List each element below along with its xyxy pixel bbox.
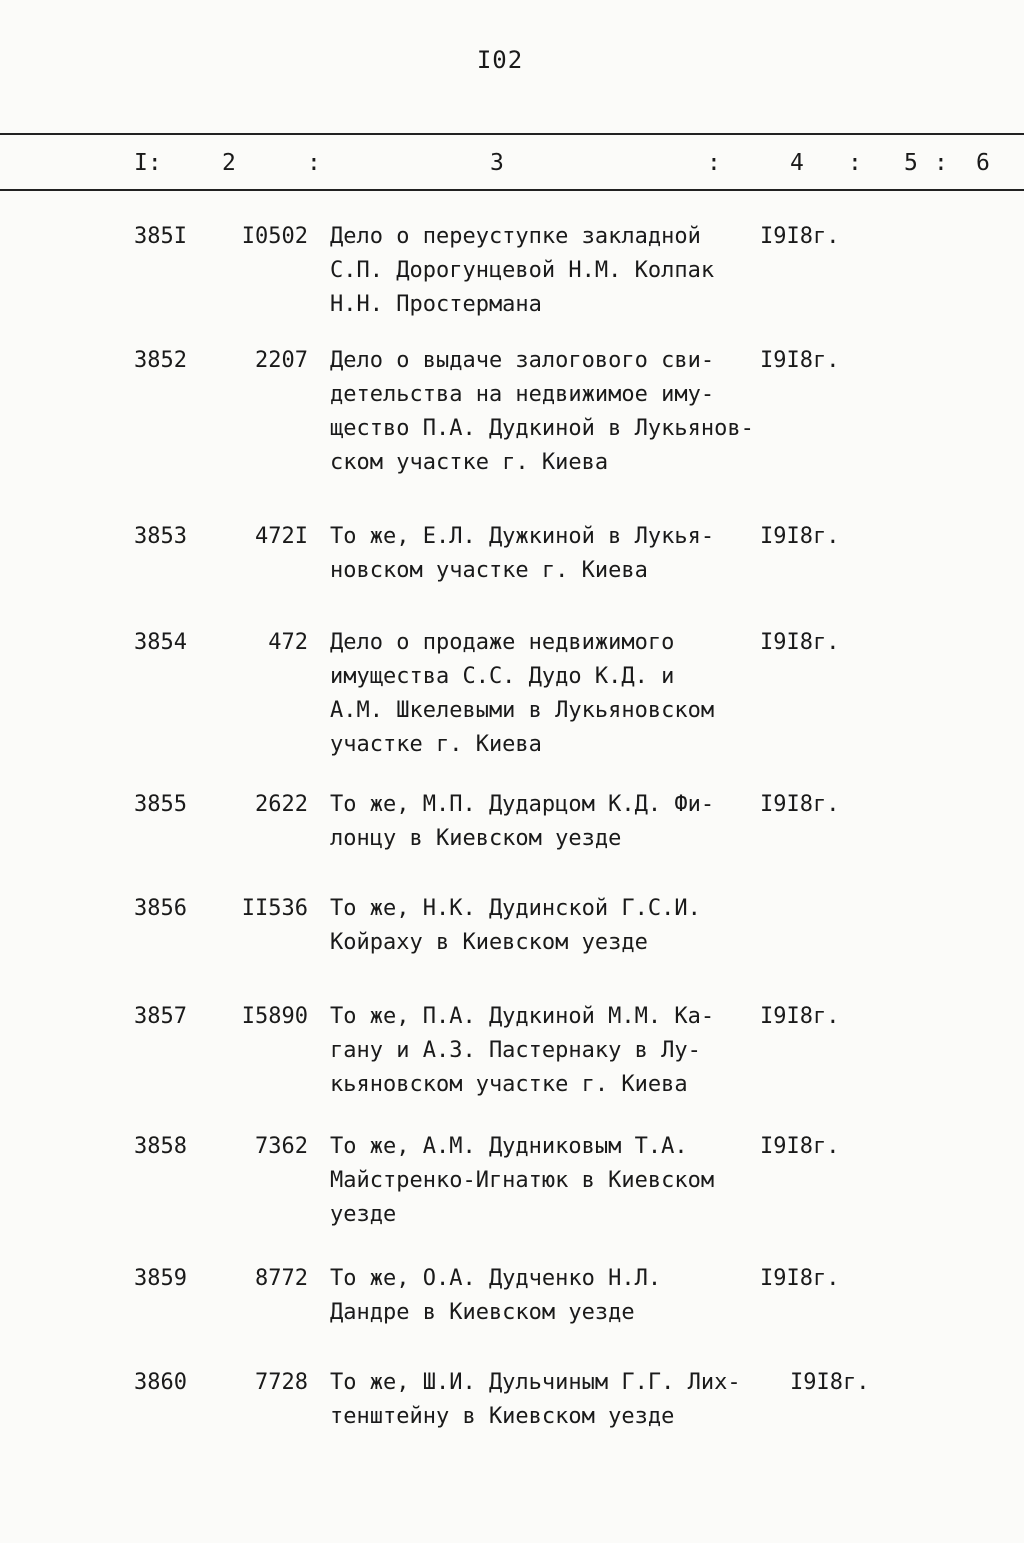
header-col-6: 6 <box>976 150 990 176</box>
page-number: I02 <box>476 46 524 74</box>
file-number: I5890 <box>241 1004 308 1029</box>
entry-year: I9I8г. <box>760 348 840 373</box>
file-number: 2207 <box>255 348 308 373</box>
entry-title: Дело о переуступке закладной С.П. Дорогунцевой Н.М. Колпак Н.Н. Простермана <box>330 224 715 317</box>
file-number: 472I <box>255 524 308 549</box>
entry-title: Дело о продаже недвижимого имущества С.С. Дудо К.Д. и А.М. Шкелевыми в Лукьяновском участке г. Киева <box>330 630 715 757</box>
entry-title: То же, А.М. Дудниковым Т.А. Майстренко-Игнатюк в Киевском уезде <box>330 1134 715 1227</box>
header-col-2: 2 <box>222 150 236 176</box>
entry-year: I9I8г. <box>790 1370 870 1395</box>
entry-year: I9I8г. <box>760 224 840 249</box>
header-col-5: 5 <box>904 150 918 176</box>
entry-year: I9I8г. <box>760 524 840 549</box>
header-sep-2: : <box>707 150 721 176</box>
header-sep-1: : <box>307 150 321 176</box>
file-number: II536 <box>241 896 308 921</box>
entry-title: То же, Е.Л. Дужкиной в Лукья- новском участке г. Киева <box>330 524 715 583</box>
entry-number: 3857 <box>134 1004 187 1029</box>
entry-title: То же, Н.К. Дудинской Г.С.И. Койраху в Киевском уезде <box>330 896 701 955</box>
entry-number: 3854 <box>134 630 187 655</box>
file-number: 472 <box>268 630 308 655</box>
file-number: 2622 <box>255 792 308 817</box>
header-col-3: 3 <box>490 150 504 176</box>
inventory-entry <box>0 788 1024 856</box>
entry-year: I9I8г. <box>760 1004 840 1029</box>
inventory-entry <box>0 892 1024 960</box>
entry-number: 3856 <box>134 896 187 921</box>
inventory-entry <box>0 1000 1024 1102</box>
header-sep-3: : <box>848 150 862 176</box>
header-col-1: I: <box>134 150 162 176</box>
entry-title: То же, О.А. Дудченко Н.Л. Дандре в Киевском уезде <box>330 1266 662 1325</box>
entry-year: I9I8г. <box>760 1134 840 1159</box>
entry-title: То же, М.П. Дударцом К.Д. Фи- лонцу в Киевском уезде <box>330 792 715 851</box>
inventory-entry <box>0 1130 1024 1232</box>
entry-number: 3860 <box>134 1370 187 1395</box>
entry-year: I9I8г. <box>760 792 840 817</box>
entry-year: I9I8г. <box>760 1266 840 1291</box>
file-number: 7362 <box>255 1134 308 1159</box>
entry-number: 3859 <box>134 1266 187 1291</box>
inventory-entry <box>0 1262 1024 1330</box>
header-bottom-rule <box>0 189 1024 191</box>
file-number: 8772 <box>255 1266 308 1291</box>
header-top-rule <box>0 133 1024 135</box>
entry-title: Дело о выдаче залогового сви- детельства на недвижимое иму- щество П.А. Дудкиной в Лукьянов- ском участке г. Киева <box>330 348 754 475</box>
inventory-entry <box>0 344 1024 480</box>
entry-year: I9I8г. <box>760 630 840 655</box>
entry-number: 3855 <box>134 792 187 817</box>
file-number: 7728 <box>255 1370 308 1395</box>
inventory-entries <box>0 220 1024 1434</box>
entry-title: То же, Ш.И. Дульчиным Г.Г. Лих- тенштейну в Киевском уезде <box>330 1370 741 1429</box>
inventory-entry <box>0 220 1024 322</box>
entry-number: 3853 <box>134 524 187 549</box>
entry-number: 3858 <box>134 1134 187 1159</box>
entry-number: 3852 <box>134 348 187 373</box>
header-sep-4: : <box>934 150 948 176</box>
column-header-row <box>0 150 1024 180</box>
inventory-entry <box>0 626 1024 762</box>
file-number: I0502 <box>241 224 308 249</box>
entry-number: 385I <box>134 224 187 249</box>
entry-title: То же, П.А. Дудкиной М.М. Ка- гану и А.З. Пастернаку в Лу- кьяновском участке г. Киева <box>330 1004 715 1097</box>
inventory-entry <box>0 1366 1024 1434</box>
inventory-entry <box>0 520 1024 588</box>
header-col-4: 4 <box>790 150 804 176</box>
